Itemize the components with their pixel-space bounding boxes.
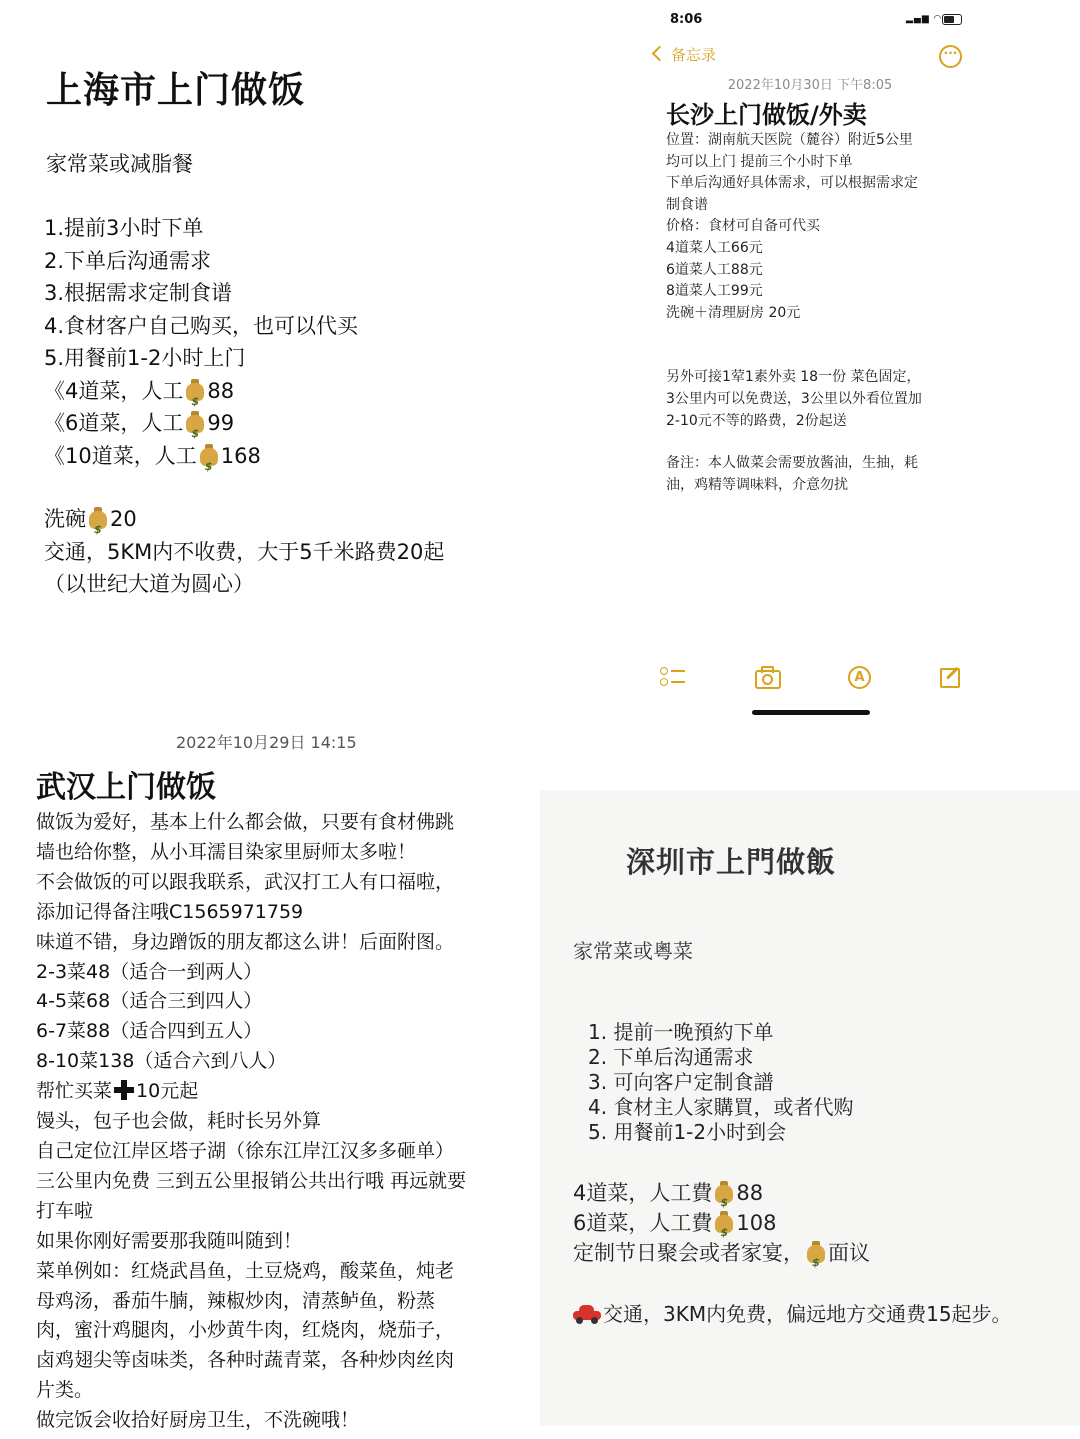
page-title: 深圳市上門做飯: [626, 845, 837, 879]
note-line: 三公里内免费 三到五公里报销公共出行哦 再远就要: [36, 1169, 467, 1192]
price-label: 6道菜，人工費: [573, 1211, 713, 1235]
note-line: 价格：食材可自备可代买: [666, 218, 820, 235]
note-line: 均可以上门 提前三个小时下单: [666, 153, 853, 170]
price-label: 4道菜，人工費: [573, 1181, 713, 1205]
note-line: 位置：湖南航天医院（麓谷）附近5公里: [666, 132, 913, 148]
price-amount: 168: [220, 443, 261, 468]
note-line: 6道菜人工88元: [666, 261, 763, 278]
page-title: 武汉上门做饭: [36, 770, 216, 805]
note-line: 味道不错，身边蹭饭的朋友都这么讲！后面附图。: [36, 930, 455, 953]
note-line: 另外可接1荤1素外卖 18一份 菜色固定，: [666, 369, 921, 386]
money-bag-icon: $: [88, 507, 108, 529]
note-line: 4-5菜68（适合三到四人）: [36, 990, 263, 1013]
price-item: [44, 375, 358, 408]
note-line: 4道菜人工66元: [666, 239, 763, 256]
list-item: 4. 食材主人家購買，或者代购: [588, 1095, 854, 1119]
checklist-icon[interactable]: [660, 664, 686, 690]
money-bag-icon: $: [185, 379, 205, 401]
price-label: 定制节日聚会或者家宴，: [573, 1241, 804, 1265]
note-line: 6-7菜88（适合四到五人）: [36, 1020, 263, 1043]
list-item: 4.食材客户自己购买，也可以代买: [44, 313, 359, 338]
note-line: 2-10元不等的路费，2份起送: [666, 412, 847, 429]
note-line: 油，鸡精等调味料，介意勿扰: [666, 476, 848, 493]
panel-shanghai: [0, 0, 540, 715]
price-amount: 108: [736, 1211, 777, 1235]
money-bag-icon: $: [714, 1181, 734, 1203]
note-date: 2022年10月30日 下午8:05: [727, 78, 893, 93]
back-button[interactable]: [654, 44, 716, 65]
note-line: 下单后沟通好具体需求，可以根据需求定: [666, 175, 918, 192]
steps-list: [588, 1020, 853, 1145]
traffic-label: 交通，3KM内免费，偏远地方交通费15起步。: [603, 1302, 1012, 1326]
note-line: 8-10菜138（适合六到八人）: [36, 1050, 287, 1073]
price-label: 《10道菜，人工: [44, 443, 197, 468]
home-indicator[interactable]: [752, 710, 870, 715]
money-bag-icon: $: [714, 1211, 734, 1233]
note-line: 肉，蜜汁鸡腿肉，小炒黄牛肉，红烧肉，烧茄子，: [36, 1319, 455, 1342]
note-line: [36, 1077, 466, 1107]
status-time: 8:06: [670, 12, 703, 27]
note-line: 馒头，包子也会做，耗时长另外算: [36, 1110, 322, 1133]
extra-info: [44, 503, 444, 601]
money-bag-icon: $: [806, 1241, 826, 1263]
car-icon: [573, 1305, 601, 1323]
list-item: 3.根据需求定制食谱: [44, 281, 233, 305]
subtitle: 家常菜或粵菜: [573, 939, 693, 963]
price-item: [44, 407, 358, 440]
note-line: 洗碗＋清理厨房 20元: [666, 304, 801, 321]
price-label: 《4道菜，人工: [44, 378, 184, 403]
signal-wifi-icon: ▂▄▆ ◠: [906, 14, 942, 24]
traffic-text: 交通，5KM内不收费，大于5千米路费20起: [44, 539, 445, 564]
help-buy-label: 帮忙买菜: [36, 1080, 113, 1103]
back-label: 备忘录: [671, 46, 717, 64]
price-amount: 面议: [828, 1241, 870, 1265]
center-text: （以世纪大道为圆心）: [44, 572, 254, 596]
note-line: 如果你刚好需要那我随叫随到！: [36, 1229, 303, 1252]
note-line: 2-3菜48（适合一到两人）: [36, 960, 263, 983]
note-line: 做饭为爱好，基本上什么都会做，只要有食材佛跳: [36, 811, 455, 833]
note-line: 备注：本人做菜会需要放酱油，生抽，耗: [666, 455, 918, 472]
chevron-left-icon: [652, 46, 668, 62]
panel-changsha-notes: [540, 0, 1080, 715]
note-line: 卤鸡翅尖等卤味类，各种时蔬青菜，各种炒肉丝肉: [36, 1349, 455, 1372]
note-line: 片类。: [36, 1379, 94, 1402]
markup-pen-icon[interactable]: A: [846, 664, 872, 690]
panel-wuhan: [0, 715, 540, 1439]
price-item: [573, 1208, 870, 1238]
plus-icon: [114, 1080, 134, 1100]
note-line: 制食谱: [666, 196, 708, 213]
subtitle: 家常菜或减脂餐: [46, 152, 193, 176]
list-item: 1.提前3小时下单: [44, 216, 204, 240]
price-amount: 88: [736, 1181, 764, 1205]
price-list: [573, 1178, 870, 1268]
page-title: 上海市上门做饭: [46, 70, 306, 111]
panel-shenzhen: [540, 790, 1080, 1426]
list-item: 2.下单后沟通需求: [44, 248, 212, 273]
spacer: [666, 432, 922, 453]
money-bag-icon: $: [199, 444, 219, 466]
price-item: [44, 440, 358, 473]
note-line: 打车啦: [36, 1199, 94, 1222]
price-label: 《6道菜，人工: [44, 411, 184, 435]
more-options-icon[interactable]: ···: [939, 45, 962, 68]
price-item: [573, 1178, 870, 1208]
note-line: 菜单例如：红烧武昌鱼，土豆烧鸡，酸菜鱼，炖老: [36, 1259, 455, 1282]
help-buy-price: 10元起: [136, 1080, 199, 1103]
camera-icon[interactable]: [754, 664, 780, 690]
note-body: [666, 130, 922, 496]
price-amount: 88: [207, 378, 235, 403]
steps-list: [44, 212, 358, 472]
note-line: 做完饭会收拾好厨房卫生，不洗碗哦！: [36, 1409, 360, 1432]
note-line: 墙也给你整，从小耳濡目染家里厨师太多啦！: [36, 840, 417, 863]
list-item: 3. 可向客户定制食譜: [588, 1070, 774, 1094]
dish-wash-label: 洗碗: [44, 507, 86, 531]
note-title: 长沙上门做饭/外卖: [666, 101, 867, 129]
list-item: 5. 用餐前1-2小时到会: [588, 1120, 787, 1144]
note-line: 母鸡汤，番茄牛腩，辣椒炒肉，清蒸鲈鱼，粉蒸: [36, 1289, 436, 1312]
note-line: 不会做饭的可以跟我联系，武汉打工人有口福啦，: [36, 870, 455, 893]
money-bag-icon: $: [185, 411, 205, 433]
note-line: 3公里内可以免费送，3公里以外看位置加: [666, 390, 922, 407]
battery-icon: [942, 14, 962, 25]
traffic-text: [573, 1298, 1012, 1327]
list-item: 1. 提前一晚預約下单: [588, 1020, 774, 1044]
note-line: 自己定位江岸区塔子湖（徐东江岸江汉多多砸单）: [36, 1139, 455, 1162]
note-body: [36, 808, 466, 1436]
list-item: 5.用餐前1-2小时上门: [44, 346, 246, 370]
note-date: 2022年10月29日 14:15: [176, 733, 357, 752]
dish-wash-price: [44, 503, 444, 536]
note-line: 添加记得备注哦C1565971759: [36, 900, 304, 923]
spacer: [666, 324, 922, 367]
compose-icon[interactable]: [938, 664, 964, 690]
note-line: 8道菜人工99元: [666, 283, 763, 300]
price-amount: 99: [207, 411, 235, 435]
dish-wash-amount: 20: [110, 507, 137, 531]
list-item: 2. 下单后沟通需求: [588, 1045, 754, 1069]
